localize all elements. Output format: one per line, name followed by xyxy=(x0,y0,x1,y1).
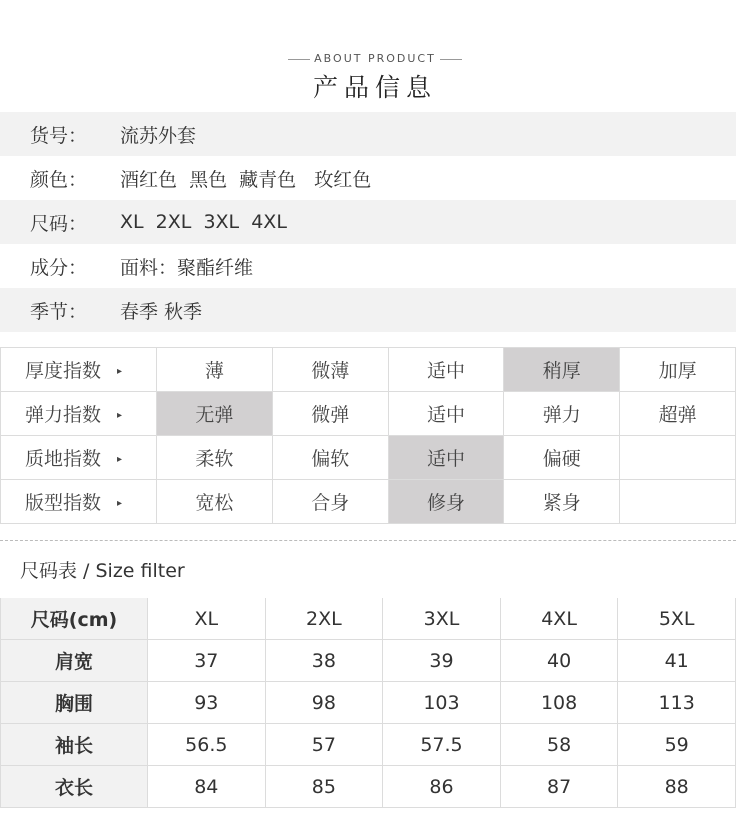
size-header-cell: 3XL xyxy=(383,598,501,640)
section-title: 产品信息 xyxy=(312,73,437,102)
index-label-text: 厚度指数 xyxy=(25,360,102,382)
index-label-text: 弹力指数 xyxy=(25,404,102,426)
table-cell: 57.5 xyxy=(383,724,501,766)
table-row xyxy=(1,640,736,682)
index-option xyxy=(620,436,736,480)
divider-right xyxy=(440,59,462,60)
index-option: 偏硬 xyxy=(504,436,620,480)
info-row-season xyxy=(0,288,736,332)
size-header-cell: 5XL xyxy=(618,598,736,640)
size-table-header-row xyxy=(1,598,736,640)
triangle-right-icon: ▸ xyxy=(117,498,123,509)
index-label xyxy=(1,348,157,392)
table-cell: 98 xyxy=(265,682,383,724)
info-value: XL 2XL 3XL 4XL xyxy=(120,211,287,233)
table-cell: 86 xyxy=(383,766,501,808)
index-label xyxy=(1,392,157,436)
index-option: 适中 xyxy=(388,348,504,392)
index-option: 偏软 xyxy=(272,436,388,480)
info-label: 尺码： xyxy=(30,212,88,235)
index-option: 宽松 xyxy=(157,480,273,524)
index-option: 合身 xyxy=(272,480,388,524)
triangle-right-icon: ▸ xyxy=(117,454,123,465)
index-option: 微薄 xyxy=(272,348,388,392)
index-option: 紧身 xyxy=(504,480,620,524)
table-cell: 39 xyxy=(383,640,501,682)
index-option xyxy=(620,480,736,524)
index-option: 柔软 xyxy=(157,436,273,480)
table-cell: 88 xyxy=(618,766,736,808)
table-cell: 38 xyxy=(265,640,383,682)
table-row xyxy=(1,724,736,766)
index-option: 薄 xyxy=(157,348,273,392)
size-header-cell: 尺码(cm) xyxy=(1,598,148,640)
about-product-text: ABOUT PRODUCT xyxy=(314,52,436,65)
table-cell: 108 xyxy=(500,682,618,724)
table-cell: 93 xyxy=(148,682,266,724)
index-option: 适中 xyxy=(388,392,504,436)
info-value: 面料：聚酯纤维 xyxy=(120,256,254,279)
table-cell: 58 xyxy=(500,724,618,766)
info-value: 酒红色 黑色 藏青色 玫红色 xyxy=(120,168,372,191)
info-value: 流苏外套 xyxy=(120,124,197,147)
table-row xyxy=(1,766,736,808)
info-value: 春季 秋季 xyxy=(120,300,203,323)
index-row-thickness xyxy=(1,348,736,392)
table-cell: 57 xyxy=(265,724,383,766)
table-cell: 40 xyxy=(500,640,618,682)
dashed-divider xyxy=(0,540,736,541)
size-filter-title: 尺码表 / Size filter xyxy=(20,560,185,582)
triangle-right-icon: ▸ xyxy=(117,410,123,421)
index-option: 微弹 xyxy=(272,392,388,436)
table-row xyxy=(1,682,736,724)
index-label xyxy=(1,436,157,480)
size-header-cell: XL xyxy=(148,598,266,640)
size-table xyxy=(0,598,736,808)
index-option-selected: 无弹 xyxy=(157,392,273,436)
info-row-material xyxy=(0,244,736,288)
index-row-elasticity xyxy=(1,392,736,436)
index-option: 加厚 xyxy=(620,348,736,392)
index-row-texture xyxy=(1,436,736,480)
index-row-fit xyxy=(1,480,736,524)
index-option-selected: 适中 xyxy=(388,436,504,480)
product-info-list xyxy=(0,112,736,332)
table-cell: 41 xyxy=(618,640,736,682)
size-header-cell: 4XL xyxy=(500,598,618,640)
table-cell: 85 xyxy=(265,766,383,808)
index-option-selected: 修身 xyxy=(388,480,504,524)
table-cell: 103 xyxy=(383,682,501,724)
index-option: 弹力 xyxy=(504,392,620,436)
about-product-caption xyxy=(0,52,750,65)
info-row-item-number xyxy=(0,112,736,156)
index-label-text: 版型指数 xyxy=(25,492,102,514)
table-cell: 84 xyxy=(148,766,266,808)
size-header-cell: 2XL xyxy=(265,598,383,640)
table-cell: 113 xyxy=(618,682,736,724)
index-grid xyxy=(0,347,736,524)
row-label: 肩宽 xyxy=(1,640,148,682)
info-label: 季节： xyxy=(30,300,88,323)
triangle-right-icon: ▸ xyxy=(117,366,123,377)
row-label: 胸围 xyxy=(1,682,148,724)
info-label: 成分： xyxy=(30,256,88,279)
index-label xyxy=(1,480,157,524)
index-label-text: 质地指数 xyxy=(25,448,102,470)
table-cell: 87 xyxy=(500,766,618,808)
row-label: 衣长 xyxy=(1,766,148,808)
table-cell: 56.5 xyxy=(148,724,266,766)
info-label: 货号： xyxy=(30,124,88,147)
index-option: 超弹 xyxy=(620,392,736,436)
index-option-selected: 稍厚 xyxy=(504,348,620,392)
info-label: 颜色： xyxy=(30,168,88,191)
table-cell: 37 xyxy=(148,640,266,682)
info-row-size xyxy=(0,200,736,244)
info-row-color xyxy=(0,156,736,200)
table-cell: 59 xyxy=(618,724,736,766)
divider-left xyxy=(288,59,310,60)
row-label: 袖长 xyxy=(1,724,148,766)
